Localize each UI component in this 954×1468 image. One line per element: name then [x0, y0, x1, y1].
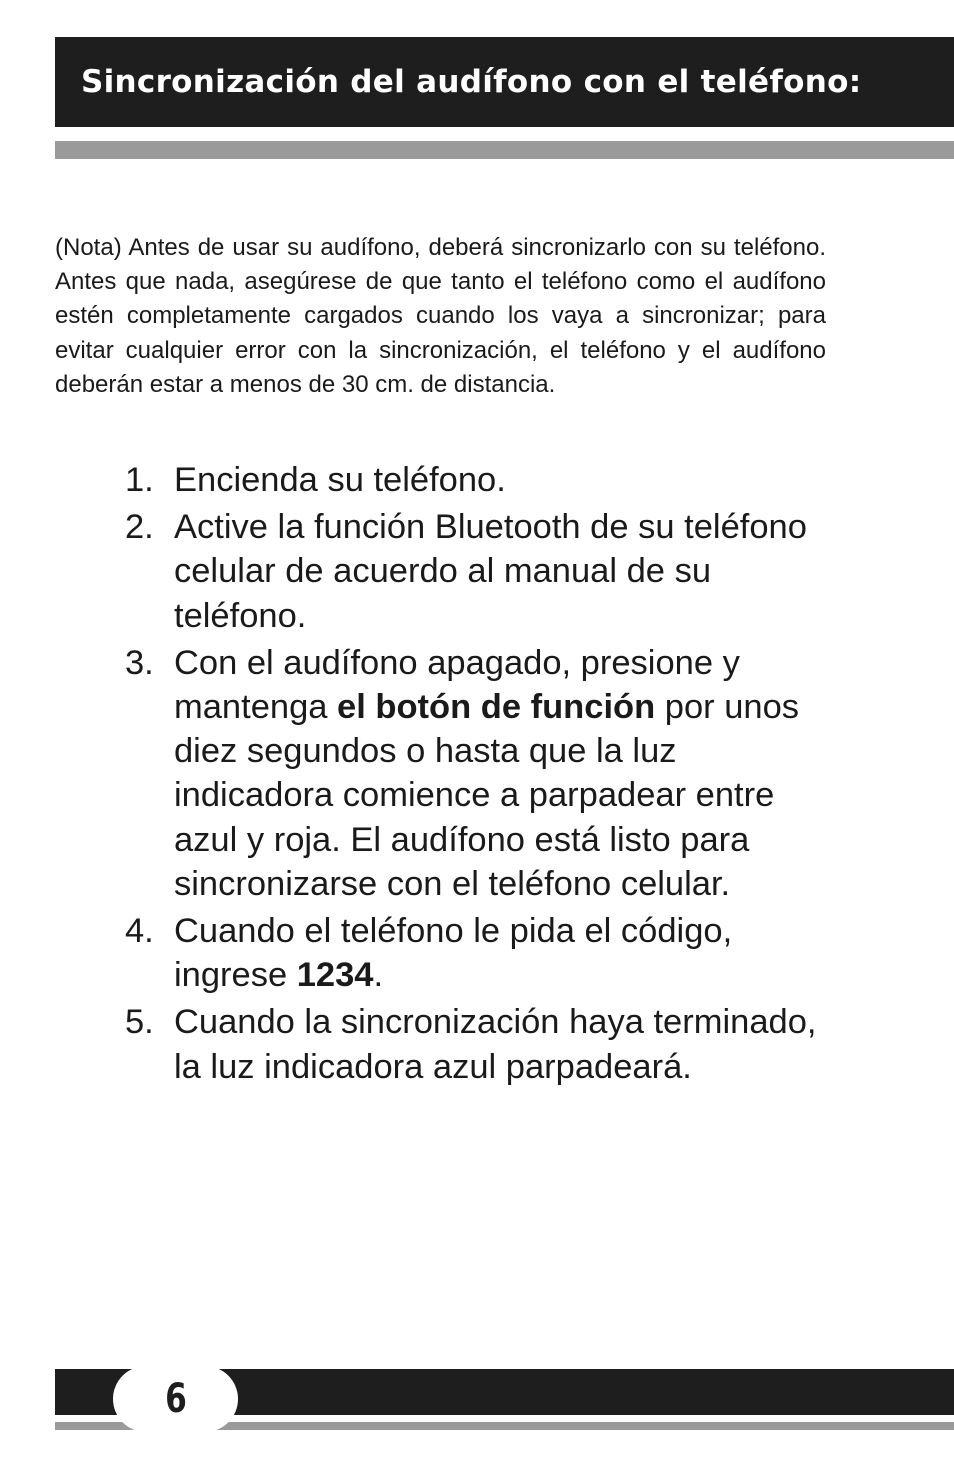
- step-item: [125, 458, 825, 502]
- step-text: [174, 909, 825, 997]
- step-item: [125, 909, 825, 997]
- step-number: 2.: [125, 508, 154, 547]
- step-text: Cuando la sincronización haya terminado, la luz indicadora azul parpadeará.: [174, 1003, 817, 1086]
- step-text-before: Con el audífono apagado, presione y mantenga: [174, 643, 740, 727]
- step-text-after: .: [373, 956, 384, 995]
- step-text-bold: el botón de función: [337, 688, 656, 727]
- step-number: 5.: [125, 1003, 154, 1042]
- header-bar: [55, 37, 954, 127]
- step-item: [125, 505, 825, 638]
- step-text: Active la función Bluetooth de su teléfono celular de acuerdo al manual de su teléfono.: [174, 508, 807, 635]
- steps-list: [125, 458, 825, 1092]
- step-number: 3.: [125, 643, 154, 682]
- page-title: Sincronización del audífono con el teléfono:: [81, 64, 862, 100]
- step-text-bold: 1234: [296, 956, 374, 995]
- step-text-before: Cuando el teléfono le pida el código, ingrese: [174, 912, 733, 995]
- step-number: 1.: [125, 461, 154, 499]
- note-paragraph: (Nota) Antes de usar su audífono, deberá sincronizarlo con su teléfono. Antes que nada, asegúrese de que tanto el teléfono como el audífono estén completamente cargados cuando los vaya a sincronizar; para evitar cualquier error con la sincronización, el teléfono y el audífono deberán estar a menos de 30 cm. de distancia.: [55, 234, 826, 398]
- step-text: Encienda su teléfono.: [174, 461, 506, 499]
- header-divider: [55, 141, 954, 159]
- page-number-badge: [113, 1366, 238, 1432]
- step-item: [125, 641, 825, 906]
- step-text: [174, 641, 825, 906]
- step-item: [125, 1000, 825, 1088]
- page-number: 6: [164, 1376, 187, 1422]
- step-text-after: por unos diez segundos o hasta que la luz indicadora comience a parpadear entre azul y roja. El audífono está listo para sincronizarse con el teléfono celular.: [174, 688, 800, 903]
- step-number: 4.: [125, 912, 154, 951]
